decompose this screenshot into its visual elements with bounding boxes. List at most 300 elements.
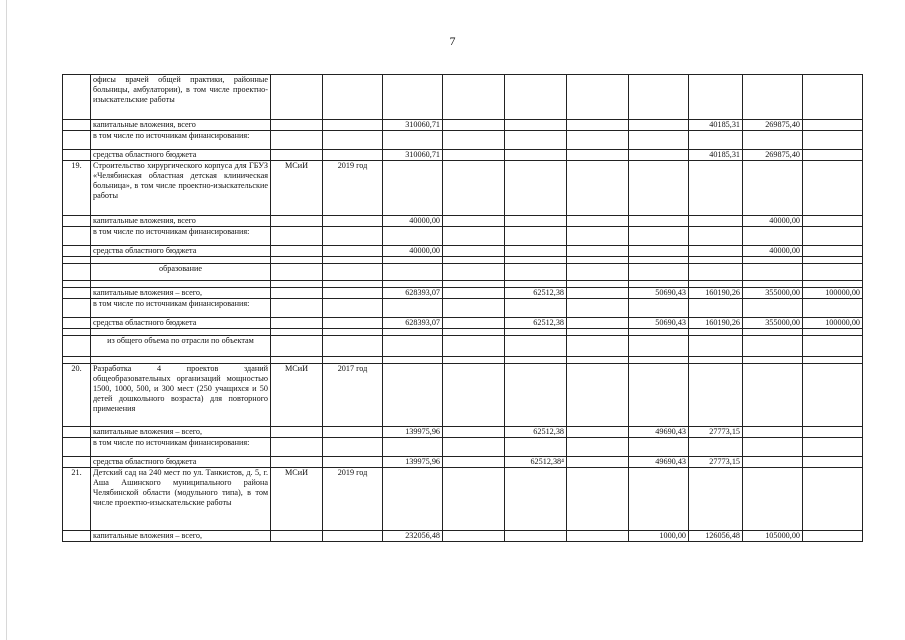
table-row (63, 427, 863, 438)
table-cell (323, 438, 383, 457)
table-cell (743, 227, 803, 246)
table-cell (743, 264, 803, 281)
table-cell (743, 336, 803, 357)
table-cell (271, 264, 323, 281)
table-cell: 355000,00 (743, 318, 803, 329)
table-cell: 2019 год (323, 161, 383, 216)
table-cell (689, 364, 743, 427)
table-cell (505, 150, 567, 161)
table-cell (383, 364, 443, 427)
table-row (63, 299, 863, 318)
row-number-cell (63, 336, 91, 357)
table-cell (803, 150, 863, 161)
table-cell: 2017 год (323, 364, 383, 427)
table-cell (743, 281, 803, 288)
table-cell (803, 216, 863, 227)
row-number-cell (63, 216, 91, 227)
table-cell (803, 257, 863, 264)
table-cell (505, 329, 567, 336)
table-cell: 50690,43 (629, 288, 689, 299)
table-row (63, 318, 863, 329)
table-cell (567, 161, 629, 216)
table-cell (629, 329, 689, 336)
table-cell (689, 131, 743, 150)
description-cell (91, 357, 271, 364)
table-cell: МСиИ (271, 364, 323, 427)
table-cell (505, 131, 567, 150)
table-cell (383, 161, 443, 216)
description-cell: капитальные вложения – всего, (91, 288, 271, 299)
table-cell (271, 227, 323, 246)
table-cell (323, 427, 383, 438)
table-cell (323, 299, 383, 318)
description-cell: Детский сад на 240 мест по ул. Танкистов, д. 5, г. Аша Ашинского муниципального района Челябинской области (модульного типа), в том числе проектно-изыскательские работы (91, 468, 271, 531)
table-cell (323, 336, 383, 357)
table-cell (743, 457, 803, 468)
table-cell (743, 438, 803, 457)
table-cell (567, 288, 629, 299)
row-number-cell (63, 318, 91, 329)
table-cell (271, 438, 323, 457)
table-cell (689, 264, 743, 281)
table-cell (629, 216, 689, 227)
table-cell (629, 364, 689, 427)
budget-table (62, 74, 863, 542)
table-cell (629, 227, 689, 246)
description-cell: в том числе по источникам финансирования: (91, 227, 271, 246)
table-cell (743, 468, 803, 531)
table-cell (743, 299, 803, 318)
table-cell (803, 299, 863, 318)
table-cell (567, 150, 629, 161)
table-cell (629, 299, 689, 318)
table-cell (689, 336, 743, 357)
table-cell (505, 264, 567, 281)
table-cell (443, 264, 505, 281)
table-cell (323, 264, 383, 281)
table-row (63, 75, 863, 120)
table-cell: 269875,40 (743, 150, 803, 161)
table-cell (271, 131, 323, 150)
row-number-cell (63, 150, 91, 161)
description-cell: Строительство хирургического корпуса для ГБУЗ «Челябинская областная детская клиническая больница», в том числе проектно-изыскательские работы (91, 161, 271, 216)
description-cell: в том числе по источникам финансирования: (91, 299, 271, 318)
table-cell: 40000,00 (743, 246, 803, 257)
table-cell (383, 257, 443, 264)
row-number-cell (63, 257, 91, 264)
table-cell (323, 457, 383, 468)
table-cell (803, 281, 863, 288)
table-cell (567, 120, 629, 131)
table-cell (803, 468, 863, 531)
table-cell (505, 336, 567, 357)
table-cell (271, 257, 323, 264)
table-cell (443, 246, 505, 257)
table-cell (443, 227, 505, 246)
table-cell: 269875,40 (743, 120, 803, 131)
table-cell (271, 150, 323, 161)
table-cell (383, 131, 443, 150)
table-cell (567, 457, 629, 468)
table-cell (271, 357, 323, 364)
table-cell: 310060,71 (383, 150, 443, 161)
table-cell (271, 288, 323, 299)
row-number-cell (63, 357, 91, 364)
table-cell (323, 281, 383, 288)
table-cell (689, 257, 743, 264)
row-number-cell (63, 281, 91, 288)
table-cell (443, 216, 505, 227)
table-cell (743, 427, 803, 438)
table-cell: 160190,26 (689, 288, 743, 299)
table-cell (803, 438, 863, 457)
table-cell (689, 75, 743, 120)
table-cell (689, 216, 743, 227)
table-cell (505, 257, 567, 264)
table-cell (567, 357, 629, 364)
description-cell: средства областного бюджета (91, 318, 271, 329)
table-cell (567, 75, 629, 120)
table-cell (271, 75, 323, 120)
table-cell (629, 257, 689, 264)
table-row (63, 281, 863, 288)
table-cell: 100000,00 (803, 318, 863, 329)
table-cell: 50690,43 (629, 318, 689, 329)
table-cell (443, 318, 505, 329)
table-row (63, 364, 863, 427)
table-cell (689, 281, 743, 288)
table-row (63, 246, 863, 257)
table-cell (443, 299, 505, 318)
table-cell (689, 357, 743, 364)
table-cell (803, 264, 863, 281)
table-cell (567, 299, 629, 318)
table-cell (443, 281, 505, 288)
table-cell (743, 75, 803, 120)
table-cell: 62512,38 (505, 288, 567, 299)
table-cell (567, 318, 629, 329)
description-cell (91, 257, 271, 264)
table-cell (323, 531, 383, 542)
table-cell (323, 227, 383, 246)
table-cell (271, 281, 323, 288)
table-row (63, 257, 863, 264)
table-cell: 1000,00 (629, 531, 689, 542)
table-cell (505, 216, 567, 227)
table-cell: 126056,48 (689, 531, 743, 542)
table-cell (323, 216, 383, 227)
table-row (63, 131, 863, 150)
table-cell (629, 336, 689, 357)
table-cell (271, 427, 323, 438)
description-cell: средства областного бюджета (91, 246, 271, 257)
table-cell: 2019 год (323, 468, 383, 531)
row-number-cell (63, 120, 91, 131)
table-cell (323, 318, 383, 329)
row-number-cell (63, 427, 91, 438)
table-row (63, 227, 863, 246)
table-cell (383, 336, 443, 357)
table-cell (323, 246, 383, 257)
table-cell (567, 468, 629, 531)
table-cell: 62512,38⁴ (505, 457, 567, 468)
description-cell: капитальные вложения – всего, (91, 427, 271, 438)
table-cell (271, 216, 323, 227)
table-cell (567, 427, 629, 438)
table-cell (323, 75, 383, 120)
table-row (63, 216, 863, 227)
table-cell (629, 281, 689, 288)
table-cell (443, 288, 505, 299)
table-row (63, 468, 863, 531)
table-cell: 100000,00 (803, 288, 863, 299)
table-cell (443, 150, 505, 161)
table-cell: 27773,15 (689, 457, 743, 468)
table-cell (567, 227, 629, 246)
table-cell: 355000,00 (743, 288, 803, 299)
table-cell (443, 329, 505, 336)
table-cell (803, 161, 863, 216)
table-cell (383, 281, 443, 288)
table-row (63, 438, 863, 457)
table-cell (567, 336, 629, 357)
table-cell (505, 227, 567, 246)
table-cell (443, 531, 505, 542)
table-cell (803, 531, 863, 542)
table-cell: 105000,00 (743, 531, 803, 542)
table-cell (567, 216, 629, 227)
description-cell: капитальные вложения – всего, (91, 531, 271, 542)
table-cell (803, 364, 863, 427)
row-number-cell (63, 264, 91, 281)
table-cell (383, 357, 443, 364)
description-cell: капитальные вложения, всего (91, 216, 271, 227)
table-cell (271, 329, 323, 336)
table-cell (567, 364, 629, 427)
description-cell (91, 281, 271, 288)
table-cell (743, 257, 803, 264)
table-row (63, 150, 863, 161)
table-cell: 27773,15 (689, 427, 743, 438)
table-cell (803, 75, 863, 120)
row-number-cell (63, 457, 91, 468)
description-cell: в том числе по источникам финансирования: (91, 438, 271, 457)
table-row (63, 329, 863, 336)
table-cell (443, 364, 505, 427)
row-number-cell (63, 288, 91, 299)
table-cell: 40000,00 (383, 216, 443, 227)
table-cell (383, 438, 443, 457)
description-cell: средства областного бюджета (91, 457, 271, 468)
table-cell: 62512,38 (505, 427, 567, 438)
table-cell (443, 161, 505, 216)
table-cell: 310060,71 (383, 120, 443, 131)
row-number-cell: 20. (63, 364, 91, 427)
table-cell (383, 264, 443, 281)
table-row (63, 161, 863, 216)
table-cell (443, 120, 505, 131)
table-cell (271, 531, 323, 542)
table-cell (323, 357, 383, 364)
table-cell (443, 457, 505, 468)
table-cell (271, 246, 323, 257)
table-cell (689, 161, 743, 216)
table-cell: МСиИ (271, 468, 323, 531)
row-number-cell (63, 438, 91, 457)
table-cell (567, 329, 629, 336)
table-cell (689, 438, 743, 457)
description-cell: в том числе по источникам финансирования: (91, 131, 271, 150)
table-cell (567, 131, 629, 150)
table-cell (629, 120, 689, 131)
table-cell (629, 131, 689, 150)
table-cell (505, 468, 567, 531)
table-cell (803, 131, 863, 150)
table-cell (505, 531, 567, 542)
table-cell (803, 120, 863, 131)
table-cell (443, 357, 505, 364)
table-cell: 49690,43 (629, 427, 689, 438)
table-cell (629, 161, 689, 216)
description-cell: офисы врачей общей практики, районные больницы, амбулатории), в том числе проектно-изыскательские работы (91, 75, 271, 120)
table-cell (443, 336, 505, 357)
table-cell (383, 468, 443, 531)
description-cell: образование (91, 264, 271, 281)
row-number-cell (63, 246, 91, 257)
table-cell (505, 75, 567, 120)
table-row (63, 531, 863, 542)
row-number-cell (63, 329, 91, 336)
description-cell: Разработка 4 проектов зданий общеобразовательных организаций мощностью 1500, 1000, 500, и 300 мест (250 учащихся и 50 детей дошкольного возраста) для повторного применения (91, 364, 271, 427)
table-cell (383, 75, 443, 120)
table-cell (443, 257, 505, 264)
table-cell (443, 131, 505, 150)
description-cell: из общего объема по отрасли по объектам (91, 336, 271, 357)
row-number-cell (63, 227, 91, 246)
table-cell (629, 357, 689, 364)
table-cell (567, 438, 629, 457)
table-cell (323, 257, 383, 264)
description-cell: средства областного бюджета (91, 150, 271, 161)
row-number-cell: 21. (63, 468, 91, 531)
table-cell (629, 438, 689, 457)
table-cell (271, 336, 323, 357)
table-cell: 139975,96 (383, 457, 443, 468)
table-cell (505, 299, 567, 318)
table-cell: 40000,00 (383, 246, 443, 257)
table-cell: 40000,00 (743, 216, 803, 227)
table-cell: 628393,07 (383, 288, 443, 299)
table-cell (383, 227, 443, 246)
table-cell (443, 427, 505, 438)
row-number-cell (63, 531, 91, 542)
table-row (63, 336, 863, 357)
table-cell (629, 75, 689, 120)
table-cell (567, 257, 629, 264)
table-cell (383, 329, 443, 336)
table-cell (443, 468, 505, 531)
table-cell (803, 246, 863, 257)
table-cell: 49690,43 (629, 457, 689, 468)
table-cell (505, 161, 567, 216)
table-cell (505, 281, 567, 288)
table-cell: 62512,38 (505, 318, 567, 329)
table-cell (323, 288, 383, 299)
table-cell: 160190,26 (689, 318, 743, 329)
table-cell (689, 329, 743, 336)
description-cell (91, 329, 271, 336)
table-cell (689, 299, 743, 318)
table-cell (743, 131, 803, 150)
table-cell (567, 246, 629, 257)
table-cell (743, 357, 803, 364)
description-cell: капитальные вложения, всего (91, 120, 271, 131)
table-cell (271, 457, 323, 468)
table-cell (271, 120, 323, 131)
table-cell (443, 438, 505, 457)
row-number-cell: 19. (63, 161, 91, 216)
table-row (63, 457, 863, 468)
table-cell (803, 336, 863, 357)
table-cell (505, 364, 567, 427)
table-cell: 139975,96 (383, 427, 443, 438)
table-cell: 628393,07 (383, 318, 443, 329)
table-cell (443, 75, 505, 120)
table-row (63, 288, 863, 299)
table-cell (505, 357, 567, 364)
table-cell (803, 357, 863, 364)
table-row (63, 120, 863, 131)
table-cell: 40185,31 (689, 120, 743, 131)
table-cell (743, 329, 803, 336)
table-cell (629, 246, 689, 257)
table-cell (505, 120, 567, 131)
table-cell: МСиИ (271, 161, 323, 216)
table-cell (629, 468, 689, 531)
table-cell (505, 246, 567, 257)
row-number-cell (63, 75, 91, 120)
row-number-cell (63, 131, 91, 150)
table-cell (689, 227, 743, 246)
table-cell (743, 161, 803, 216)
page-edge-line (6, 0, 7, 640)
table-cell (629, 150, 689, 161)
table-cell (383, 299, 443, 318)
table-cell (323, 150, 383, 161)
row-number-cell (63, 299, 91, 318)
page-number: 7 (449, 34, 456, 48)
table-cell (271, 318, 323, 329)
table-cell (323, 329, 383, 336)
table-cell (803, 427, 863, 438)
table-cell (323, 120, 383, 131)
table-cell (567, 531, 629, 542)
table-cell (803, 329, 863, 336)
table-cell (803, 227, 863, 246)
table-cell (629, 264, 689, 281)
table-cell (743, 364, 803, 427)
table-cell (567, 281, 629, 288)
table-cell (271, 299, 323, 318)
table-row (63, 264, 863, 281)
table-cell: 40185,31 (689, 150, 743, 161)
table-cell (689, 246, 743, 257)
table-cell: 232056,48 (383, 531, 443, 542)
table-row (63, 357, 863, 364)
table-cell (323, 131, 383, 150)
table-cell (689, 468, 743, 531)
table-cell (567, 264, 629, 281)
